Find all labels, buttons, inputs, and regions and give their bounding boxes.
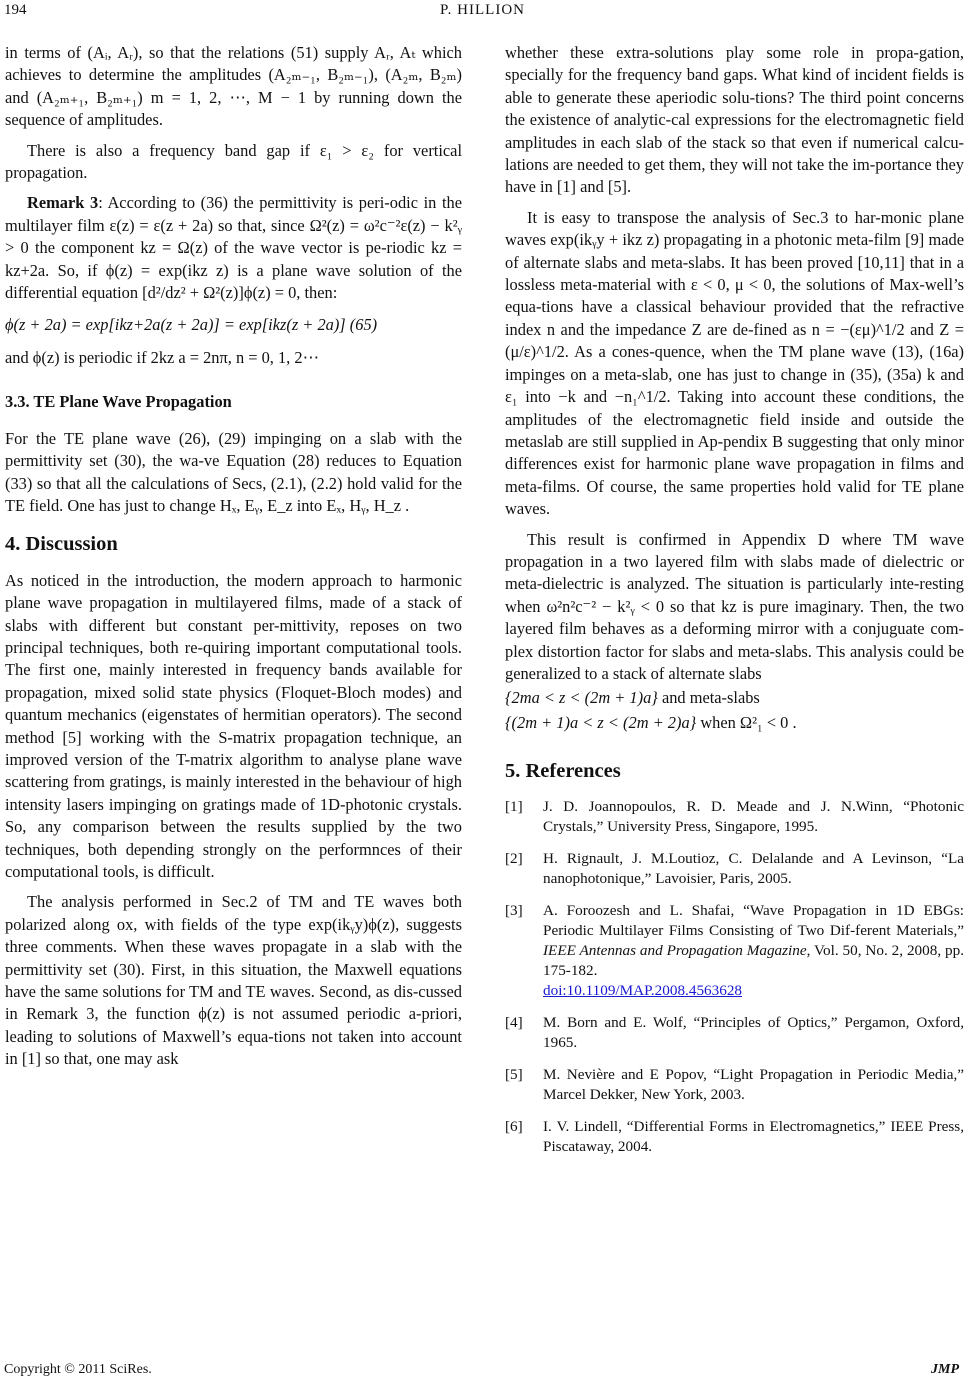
reference-number: [6] bbox=[505, 1117, 523, 1135]
equation-meta-tail: when Ω²₁ < 0 . bbox=[700, 712, 797, 732]
paragraph: It is easy to transpose the analysis of Sec.3 to har-monic plane waves exp(ikᵧy + ikz z) propagating in a photonic meta-film [9] made of alternate slabs and meta-slabs. It has been proved [10,11] that in a lossless meta-material with ε < 0, μ < 0, the solutions of Max-well’s equa-tions have a classical behaviour provided that the refractive index n and the impedance Z are de-fined as n = −(εμ)^1/2 and Z = (μ/ε)^1/2. As a cones-quence, when the TM plane wave (13), (16a) impinges on a meta-slab, one has just to change in (35), (35a) k and ε₁ into −k and −n₁^1/2. Taking into account these conditions, the amplitudes of the electromagnetic field inside and outside the metaslab are still supplied in Ap-pendix B suggesting that only minor differences exist for harmonic plane wave propagation in films and meta-films. Of course, the same properties hold valid for TE plane waves. bbox=[505, 207, 964, 519]
reference-text: M. Born and E. Wolf, “Principles of Optics,” Pergamon, Oxford, 1965. bbox=[543, 1013, 964, 1051]
equation-meta: {(2m + 1)a < z < (2m + 2)a} bbox=[505, 712, 697, 732]
reference-text: M. Nevière and E Popov, “Light Propagation in Periodic Media,” Marcel Dekker, New York, 2003. bbox=[543, 1065, 964, 1103]
reference-text bbox=[543, 901, 964, 1001]
reference-number: [4] bbox=[505, 1013, 523, 1031]
paragraph: For the TE plane wave (26), (29) impinging on a slab with the permittivity set (30), the wa-ve Equation (28) reduces to Equation (33) so that all the calculations of Secs, (2.1), (2.2) hold valid for the TE field. One has just to change Hₓ, Eᵧ, E_z into Eₓ, Hᵧ, H_z . bbox=[5, 428, 462, 515]
remark-text: : According to (36) the permittivity is peri-odic in the multilayer film ε(z) = ε(z + 2a) so that, since Ω²(z) = ω²c⁻²ε(z) − k²ᵧ > 0 the component kz = Ω(z) of the wave vector is pe-riodic kz = kz+2a. So, if ϕ(z) = exp(ikz z) is a plane wave solution of the differential equation [d²/dz² + Ω²(z)]ϕ(z) = 0, then: bbox=[5, 193, 462, 303]
doi-link[interactable]: doi:10.1109/MAP.2008.4563628 bbox=[543, 981, 743, 999]
reference-number: [1] bbox=[505, 797, 523, 815]
paragraph: As noticed in the introduction, the modern approach to harmonic plane wave propagation in multilayered films, made of a stack of slabs with different but constant per-mittivity, reposes on two principal techniques, both re-quiring important computational tools. The first one, mainly interested in frequency bands available for propagation, mixed solid state physics (Floquet-Bloch modes) and quantum mechanics (eigenstates of hermitian operators). The second method [5] working with the S-matrix propagation technique, an improved version of the T-matrix algorithm to analyse plane wave scattering from gratings, is mainly interested in the behaviour of high intensity lasers impinging on gratings made of 1D-photonic crystals. So, any comparison between the results supplied by the two techniques, both depending strongly on the performnces of their computational tools, is difficult. bbox=[5, 570, 462, 881]
reference-text: H. Rignault, J. M.Loutioz, C. Delalande and A Levinson, “La nanophotonique,” Lavoisier, Paris, 2005. bbox=[543, 849, 964, 887]
copyright-footer: Copyright © 2011 SciRes. bbox=[4, 1362, 152, 1377]
reference-item bbox=[505, 1013, 964, 1053]
page-number: 194 bbox=[4, 2, 27, 18]
reference-text: J. D. Joannopoulos, R. D. Meade and J. N.Winn, “Photonic Crystals,” University Press, Singapore, 1995. bbox=[543, 797, 964, 835]
reference-item bbox=[505, 849, 964, 889]
right-column bbox=[505, 42, 964, 1169]
section-heading: 5. References bbox=[505, 760, 621, 783]
reference-text: I. V. Lindell, “Differential Forms in Electromagnetics,” IEEE Press, Piscataway, 2004. bbox=[543, 1117, 964, 1155]
remark-label: Remark 3 bbox=[27, 193, 99, 213]
reference-item bbox=[505, 901, 964, 1001]
journal-footer: JMP bbox=[931, 1362, 959, 1377]
equation-slabs-tail: and meta-slabs bbox=[661, 688, 760, 708]
section-heading: 3.3. TE Plane Wave Propagation bbox=[5, 392, 232, 412]
equation-slabs-line bbox=[505, 687, 964, 709]
equation-65: ϕ(z + 2a) = exp[ikz+2a(z + 2a)] = exp[ikz(z + 2a)] (65) bbox=[5, 315, 378, 335]
section-heading: 4. Discussion bbox=[5, 533, 118, 556]
reference-number: [3] bbox=[505, 901, 523, 919]
reference-item bbox=[505, 1065, 964, 1105]
paragraph: This result is confirmed in Appendix D where TM wave propagation in a two layered film with slabs made of dielectric or meta-dielectric is analyzed. The situation is particularly inte-resting when ω²n²c⁻² − k²ᵧ < 0 so that kz is pure imaginary. Then, the two layered film behaves as a deforming mirror with a conjuguate com-plex distortion factor for slabs and meta-slabs. This analysis could be generalized to a stack of alternate slabs bbox=[505, 529, 964, 683]
paragraph: in terms of (Aᵢ, Aᵣ), so that the relations (51) supply Aᵣ, Aₜ which achieves to determine the amplitudes (A₂ₘ₋₁, B₂ₘ₋₁), (A₂ₘ, B₂ₘ) and (A₂ₘ₊₁, B₂ₘ₊₁) m = 1, 2, ⋯, M − 1 by running down the sequence of amplitudes. bbox=[5, 43, 462, 130]
equation-slabs: {2ma < z < (2m + 1)a} bbox=[505, 688, 658, 708]
reference-text-post: , Vol. 50, No. 2, 2008, pp. 175-182. bbox=[543, 941, 964, 979]
left-column bbox=[5, 42, 462, 1071]
running-title: P. HILLION bbox=[440, 2, 525, 18]
paragraph: There is also a frequency band gap if ε₁ > ε₂ for vertical propagation. bbox=[5, 140, 462, 183]
paragraph: and ϕ(z) is periodic if 2kz a = 2nπ, n = 0, 1, 2⋯ bbox=[5, 347, 319, 367]
reference-number: [5] bbox=[505, 1065, 523, 1083]
reference-journal: IEEE Antennas and Propagation Magazine bbox=[543, 941, 807, 959]
reference-item bbox=[505, 797, 964, 837]
reference-list bbox=[505, 797, 964, 1157]
paragraph: The analysis performed in Sec.2 of TM and TE waves both polarized along ox, with fields of the type exp(ikᵧy)ϕ(z), suggests three comments. When these waves propagate in a slab with the permittivity set (30). First, in this situation, the Maxwell equations have the same solutions for TM and TE waves. Second, as dis-cussed in Remark 3, the function ϕ(z) is not assumed periodic a-priori, leading to solutions of Maxwell’s equa-tions not taken into account in [1] so that, one may ask bbox=[5, 892, 462, 1069]
reference-number: [2] bbox=[505, 849, 523, 867]
paragraph: whether these extra-solutions play some role in propa-gation, specially for the frequency band gaps. What kind of incident fields is able to generate these aperiodic solu-tions? The third point concerns the existence of analytic-cal expressions for the electromagnetic field amplitudes in each slab of the stack so that even if numerical calcu-lations are needed to get them, they will not take the im-portance they have in [1] and [5]. bbox=[505, 43, 964, 197]
equation-meta-line bbox=[505, 712, 964, 734]
remark-paragraph bbox=[5, 192, 462, 304]
reference-text-pre: A. Foroozesh and L. Shafai, “Wave Propagation in 1D EBGs: Periodic Multilayer Films Consisting of Two Dif-ferent Materials,” bbox=[543, 901, 964, 939]
reference-item bbox=[505, 1117, 964, 1157]
